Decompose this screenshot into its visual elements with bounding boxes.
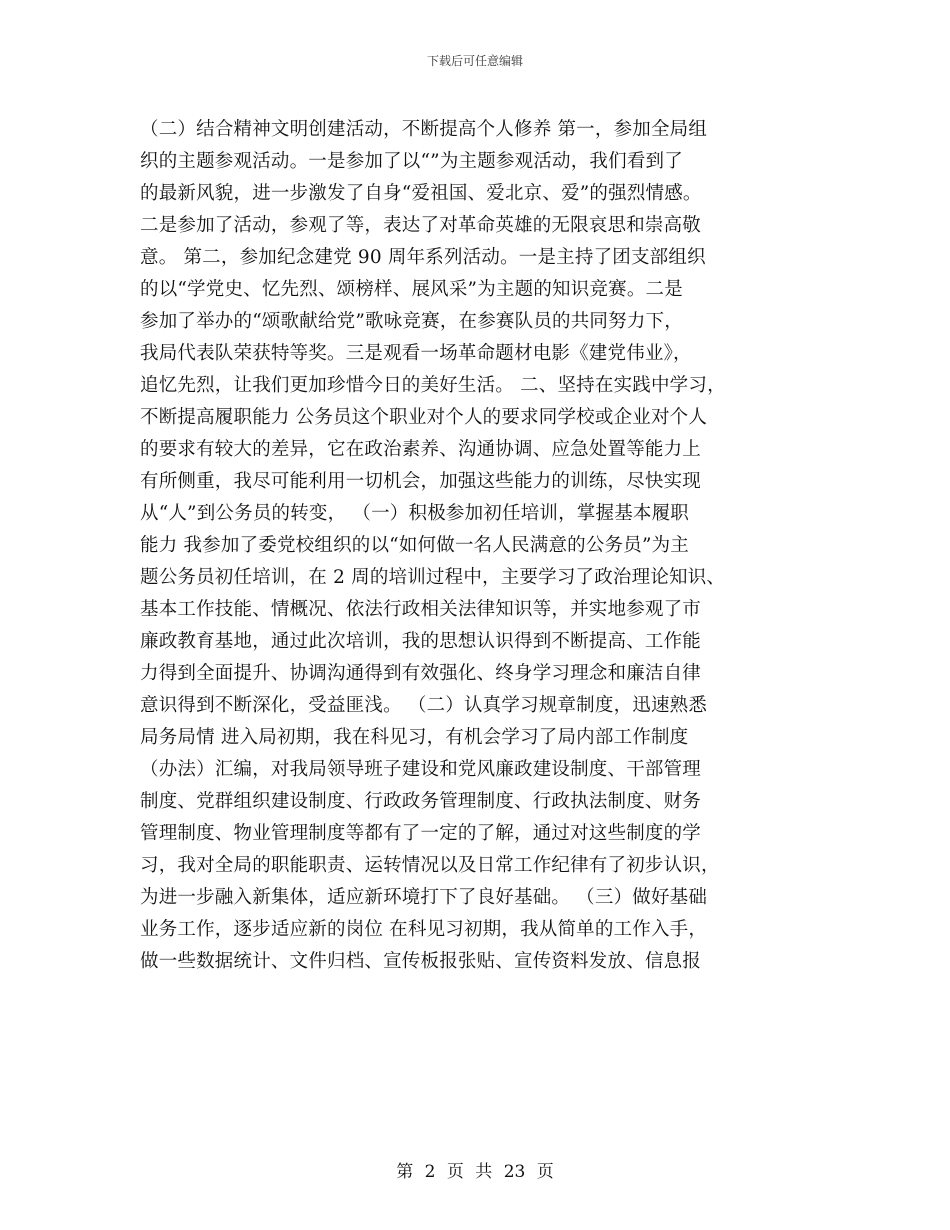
body-line: 能力 我参加了委党校组织的以“如何做一名人民满意的公务员”为主 [140,535,689,556]
document-body [140,114,830,978]
body-line: 廉政教育基地，通过此次培训，我的思想认识得到不断提高、工作能 [140,631,702,652]
page-footer: 第 2 页 共 23 页 [396,1162,554,1182]
body-line: 的以“学党史、忆先烈、颂榜样、展风采”为主题的知识竞赛。二是 [140,279,683,300]
body-line: （办法）汇编，对我局领导班子建设和党风廉政建设制度、干部管理 [140,759,702,780]
body-line: 局务局情 进入局初期，我在科见习，有机会学习了局内部工作制度 [140,727,689,748]
body-line: 题公务员初任培训，在 2 周的培训过程中，主要学习了政治理论知识、 [140,567,726,588]
body-line: 制度、党群组织建设制度、行政政务管理制度、行政执法制度、财务 [140,791,702,812]
body-line: 二是参加了活动，参观了等，表达了对革命英雄的无限哀思和崇高敬 [140,215,702,236]
body-line: 的要求有较大的差异，它在政治素养、沟通协调、应急处置等能力上 [140,439,702,460]
body-line: 意识得到不断深化，受益匪浅。 （二）认真学习规章制度，迅速熟悉 [140,695,708,716]
body-line: 管理制度、物业管理制度等都有了一定的了解，通过对这些制度的学 [140,823,702,844]
body-line: （二）结合精神文明创建活动，不断提高个人修养 第一，参加全局组 [140,119,708,140]
body-line: 为进一步融入新集体，适应新环境打下了良好基础。 （三）做好基础 [140,887,708,908]
body-line: 的最新风貌，进一步激发了自身“爱祖国、爱北京、爱”的强烈情感。 [140,183,702,204]
body-line: 做一些数据统计、文件归档、宣传板报张贴、宣传资料发放、信息报 [140,951,702,972]
page-header: 下载后可任意编辑 [426,54,523,68]
body-line: 习，我对全局的职能职责、运转情况以及日常工作纪律有了初步认识， [140,855,720,876]
body-line: 意。 第二，参加纪念建党 90 周年系列活动。一是主持了团支部组织 [140,247,706,268]
body-line: 从“人”到公务员的转变， （一）积极参加初任培训，掌握基本履职 [140,503,689,524]
body-line: 追忆先烈，让我们更加珍惜今日的美好生活。 二、坚持在实践中学习， [140,375,726,396]
body-line: 织的主题参观活动。一是参加了以“”为主题参观活动，我们看到了 [140,151,683,172]
body-line: 我局代表队荣获特等奖。三是观看一场革命题材电影《建党伟业》， [140,343,692,364]
body-line: 力得到全面提升、协调沟通得到有效强化、终身学习理念和廉洁自律 [140,663,702,684]
body-line: 参加了举办的“颂歌献给党”歌咏竞赛，在参赛队员的共同努力下， [140,311,683,332]
body-line: 不断提高履职能力 公务员这个职业对个人的要求同学校或企业对个人 [140,407,708,428]
body-line: 业务工作，逐步适应新的岗位 在科见习初期，我从简单的工作入手， [140,919,708,940]
body-line: 有所侧重，我尽可能利用一切机会，加强这些能力的训练，尽快实现 [140,471,702,492]
body-line: 基本工作技能、情概况、依法行政相关法律知识等，并实地参观了市 [140,599,702,620]
